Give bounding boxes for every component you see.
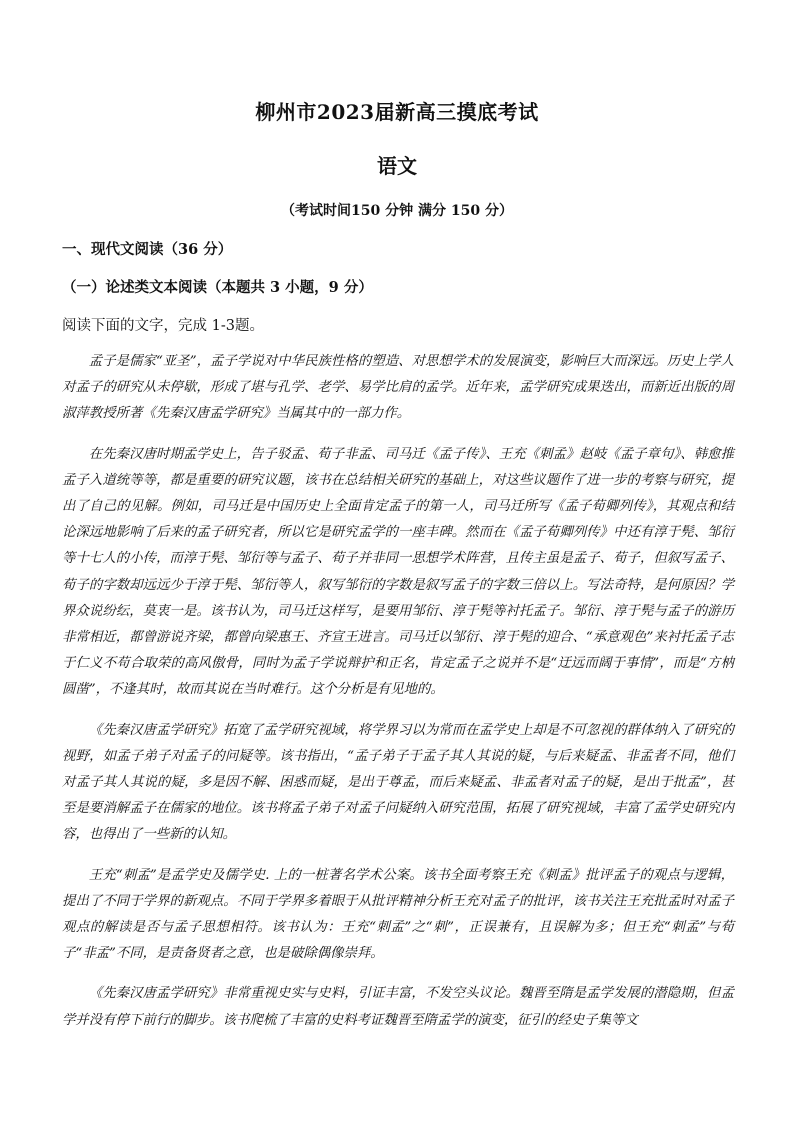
passage-paragraph-1: 孟子是儒家“亚圣”，孟子学说对中华民族性格的塑造、对思想学术的发展演变，影响巨大而深远。历史上学人对孟子的研究从未停歇，形成了堪与孔学、老学、易学比肩的孟学。近年来，孟学研究成果迭出，而新近出版的周淑萍教授所著《先秦汉唐孟学研究》当属其中的一部力作。 [62, 354, 734, 422]
passage-paragraph-4: 王充“刺孟”是孟学史及儒学史. 上的一桩著名学术公案。该书全面考察王充《刺孟》批评孟子的观点与逻辑，提出了不同于学界的新观点。不同于学界多着眼于从批评精神分析王充对孟子的批评，该书关注王充批孟时对孟子观点的解读是否与孟子思想相符。该书认为：王充“刺孟”之“刺”，正误兼有，且误解为多；但王充“刺孟”与荀子“非孟”不同，是责备贤者之意，也是破除偶像崇拜。 [62, 867, 734, 962]
exam-info: （考试时间150 分钟 满分 150 分） [281, 203, 513, 219]
passage-paragraph-3: 《先秦汉唐孟学研究》拓宽了孟学研究视域，将学界习以为常而在孟学史上却是不可忽视的群体纳入了研究的视野，如孟子弟子对孟子的问疑等。该书指出，“孟子弟子于孟子其人其说的疑，与后来疑孟、非孟者不同，他们对孟子其人其说的疑，多是因不解、困惑而疑，是出于尊孟，而后来疑孟、非孟者对孟子的疑，是出于批孟”，甚至是要消解孟子在儒家的地位。该书将孟子弟子对孟子问疑纳入研究范围，拓展了研究视域，丰富了孟学史研究内容，也得出了一些新的认知。 [62, 722, 734, 843]
section-heading: 一、现代文阅读（36 分） [62, 241, 233, 258]
subject-title: 语文 [377, 154, 417, 178]
reading-passage [62, 349, 734, 1048]
reading-instruction: 阅读下面的文字，完成 1-3题。 [62, 318, 264, 334]
passage-paragraph-2: 在先秦汉唐时期孟学史上，告子驳孟、荀子非孟、司马迁《孟子传》、王充《刺孟》赵岐《孟子章句》、韩愈推孟子入道统等等，都是重要的研究议题，该书在总结相关研究的基础上，对这些议题作了进一步的考察与研究，提出了自己的见解。例如，司马迁是中国历史上全面肯定孟子的第一人，司马迁所写《孟子荀卿列传》，其观点和结论深远地影响了后来的孟子研究者，所以它是研究孟学的一座丰碑。然而在《孟子荀卿列传》中还有淳于髡、邹衍等十七人的小传，而淳于髡、邹衍等与孟子、荀子并非同一思想学术阵营，且传主虽是孟子、荀子，但叙写孟子、荀子的字数却远远少于淳于髡、邹衍等人，叙写邹衍的字数是叙写孟子的字数三倍以上。写法奇特，是何原因？学界众说纷纭，莫衷一是。该书认为，司马迁这样写，是要用邹衍、淳于髡等衬托孟子。邹衍、淳于髡与孟子的游历非常相近，都曾游说齐梁，都曾向梁惠王、齐宣王进言。司马迁以邹衍、淳于髡的迎合、“承意观色”来衬托孟子志于仁义不苟合取荣的高风傲骨，同时为孟子学说辩护和正名，肯定孟子之说并不是“迂远而阔于事情”，而是“方枘圆凿”，不逢其时，故而其说在当时难行。这个分析是有见地的。 [62, 446, 734, 698]
subsection-heading: （一）论述类文本阅读（本题共 3 小题，9 分） [62, 279, 373, 296]
passage-paragraph-5: 《先秦汉唐孟学研究》非常重视史实与史料，引证丰富，不发空头议论。魏晋至隋是孟学发展的潜隐期，但孟学并没有停下前行的脚步。该书爬梳了丰富的史料考证魏晋至隋孟学的演变，征引的经史子集等文 [62, 986, 734, 1028]
exam-title: 柳州市2023届新高三摸底考试 [255, 100, 539, 124]
